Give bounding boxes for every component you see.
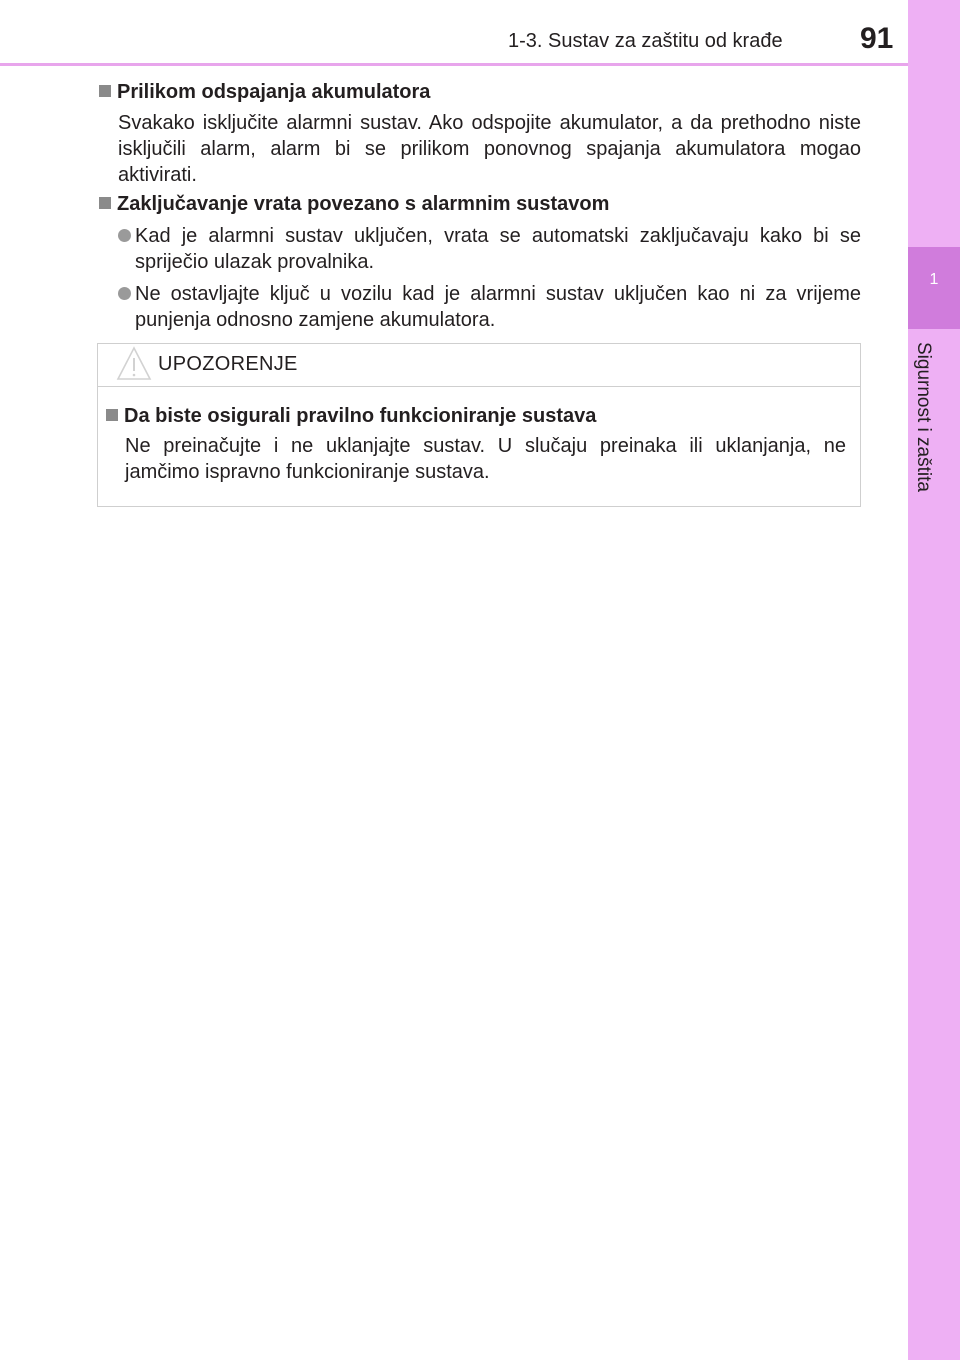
chapter-number: 1 bbox=[929, 271, 939, 288]
section-heading: Zaključavanje vrata povezano s alarmnim sustavom bbox=[117, 193, 610, 215]
warning-header bbox=[98, 344, 860, 387]
section-paragraph: Svakako isključite alarmni sustav. Ako odspojite akumulator, a da prethodno niste isključili alarm, alarm bi se prilikom ponovnog spajanja akumulatora mogao aktivirati. bbox=[118, 112, 861, 186]
list-item: Ne ostavljajte ključ u vozilu kad je alarmni sustav uključen kao ni za vrijeme punjenja odnosno zamjene akumulatora. bbox=[118, 281, 861, 333]
round-bullet-icon bbox=[118, 229, 131, 242]
page-header bbox=[0, 0, 908, 64]
chapter-tab bbox=[908, 247, 960, 329]
header-divider bbox=[0, 63, 908, 66]
square-bullet-icon bbox=[99, 197, 111, 209]
chapter-title: Sigurnost i zaštita bbox=[913, 342, 934, 492]
warning-text: Ne preinačujte i ne uklanjajte sustav. U slučaju preinaka ili uklanjanja, ne jamčimo ispravno funkcioniranje sustava. bbox=[125, 435, 846, 483]
chapter-sidebar bbox=[908, 0, 960, 1360]
section-title: 1-3. Sustav za zaštitu od krađe bbox=[508, 30, 783, 52]
warning-label: UPOZORENJE bbox=[158, 353, 298, 375]
round-bullet-icon bbox=[118, 287, 131, 300]
page-number: 91 bbox=[860, 22, 894, 55]
warning-body bbox=[106, 403, 846, 485]
section-door-locking bbox=[99, 191, 861, 333]
section-heading: Prilikom odspajanja akumulatora bbox=[117, 81, 431, 103]
list-item: Kad je alarmni sustav uključen, vrata se automatski zaključavaju kako bi se spriječio ulazak provalnika. bbox=[118, 223, 861, 275]
section-battery-disconnect bbox=[99, 79, 861, 188]
warning-heading: Da biste osigurali pravilno funkcioniranje sustava bbox=[124, 405, 597, 427]
square-bullet-icon bbox=[99, 85, 111, 97]
warning-triangle-icon bbox=[116, 345, 152, 381]
square-bullet-icon bbox=[106, 409, 118, 421]
warning-box bbox=[97, 343, 861, 507]
